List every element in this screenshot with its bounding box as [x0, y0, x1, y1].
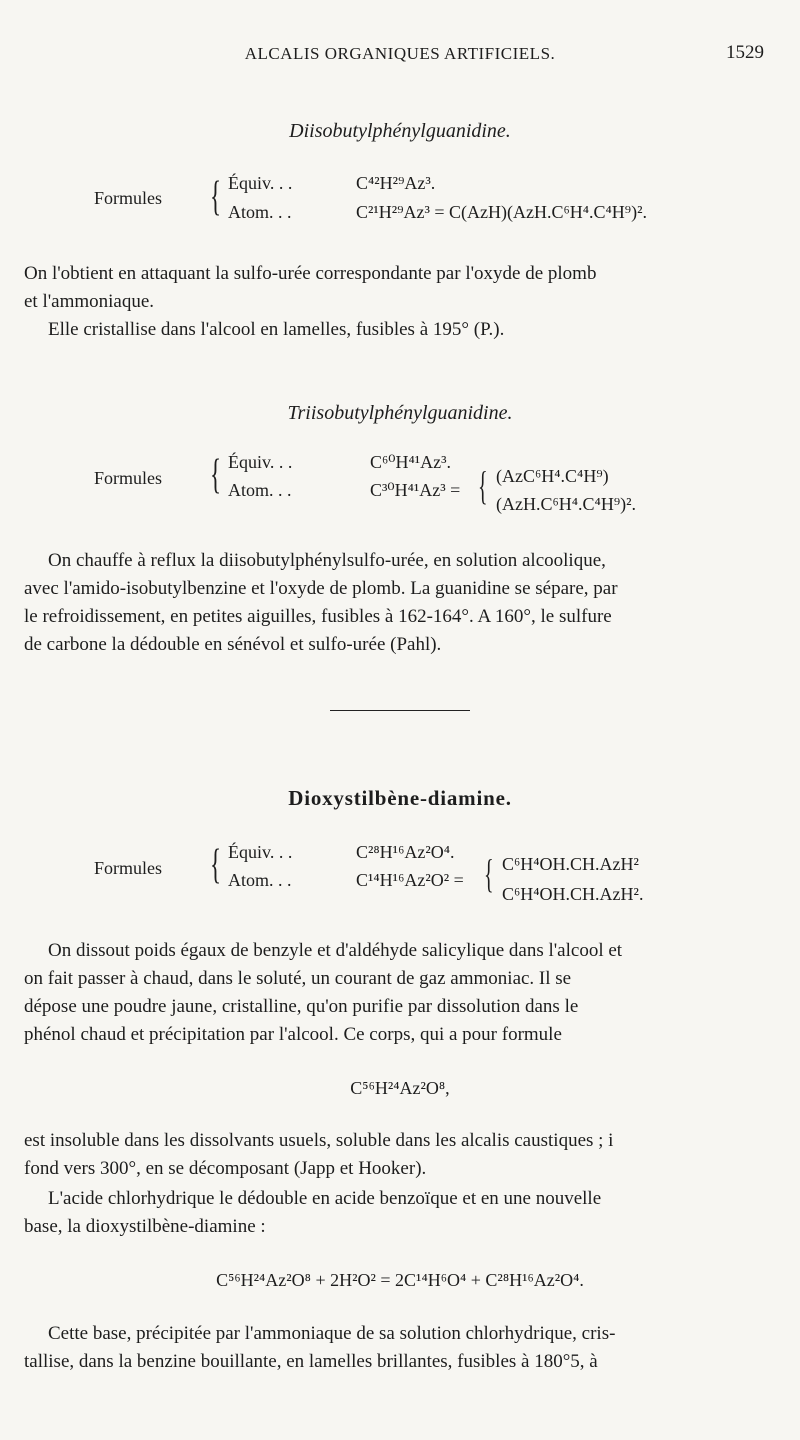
- atom-branch-1: (AzC⁶H⁴.C⁴H⁹): [496, 466, 609, 486]
- text-line: phénol chaud et précipitation par l'alcool. Ce corps, qui a pour formule: [24, 1024, 562, 1045]
- text-line: On chauffe à reflux la diisobutylphénylsulfo-urée, en solution alcoolique,: [48, 550, 606, 571]
- atom-formula: C²¹H²⁹Az³ = C(AzH)(AzH.C⁶H⁴.C⁴H⁹)².: [356, 202, 647, 222]
- left-brace: {: [210, 842, 222, 888]
- text-line: Cette base, précipitée par l'ammoniaque de sa solution chlorhydrique, cris-: [48, 1323, 616, 1344]
- text-line: On dissout poids égaux de benzyle et d'aldéhyde salicylique dans l'alcool et: [48, 940, 623, 961]
- text-line: est insoluble dans les dissolvants usuels, soluble dans les alcalis caustiques ; i: [24, 1130, 614, 1151]
- text-line: et l'ammoniaque.: [24, 291, 155, 312]
- paragraph: [24, 937, 766, 1049]
- text-line: de carbone la dédouble en sénévol et sulfo-urée (Pahl).: [24, 634, 442, 655]
- text-line: L'acide chlorhydrique le dédouble en acide benzoïque et en une nouvelle: [48, 1188, 602, 1209]
- section-title-diisobutylphenylguanidine: Diisobutylphénylguanidine.: [289, 120, 511, 142]
- equiv-formula: C⁴²H²⁹Az³.: [356, 173, 436, 193]
- equiv-label: Équiv. . .: [228, 842, 293, 862]
- atom-label: Atom. . .: [228, 870, 292, 890]
- formula-block-3: [0, 840, 800, 920]
- atom-branch-2: (AzH.C⁶H⁴.C⁴H⁹)².: [496, 494, 636, 514]
- paragraph: [24, 1185, 766, 1241]
- left-brace: {: [210, 452, 222, 498]
- left-brace: {: [210, 174, 222, 220]
- page-number: 1529: [726, 42, 764, 63]
- equiv-label: Équiv. . .: [228, 452, 293, 472]
- right-brace: {: [484, 851, 494, 896]
- text-line: On l'obtient en attaquant la sulfo-urée correspondante par l'oxyde de plomb: [24, 263, 597, 284]
- paragraph: [24, 1320, 766, 1376]
- right-brace: {: [478, 463, 488, 508]
- atom-label: Atom. . .: [228, 480, 292, 500]
- section-title-dioxystilbene-diamine: Dioxystilbène-diamine.: [288, 786, 512, 810]
- equiv-formula: C⁶⁰H⁴¹Az³.: [370, 452, 452, 472]
- formula-block-2: [0, 452, 800, 532]
- equiv-label: Équiv. . .: [228, 173, 293, 193]
- atom-branch-1: C⁶H⁴OH.CH.AzH²: [502, 854, 639, 874]
- formula-centered: C⁵⁶H²⁴Az²O⁸,: [350, 1078, 450, 1098]
- paragraph: [24, 1127, 766, 1183]
- atom-branch-2: C⁶H⁴OH.CH.AzH².: [502, 884, 644, 904]
- paragraph: [24, 547, 766, 659]
- text-line: avec l'amido-isobutylbenzine et l'oxyde de plomb. La guanidine se sépare, par: [24, 578, 618, 599]
- formula-label: Formules: [94, 858, 163, 878]
- text-line: dépose une poudre jaune, cristalline, qu'on purifie par dissolution dans le: [24, 996, 579, 1017]
- atom-formula: C¹⁴H¹⁶Az²O² =: [356, 870, 464, 890]
- text-line: le refroidissement, en petites aiguilles, fusibles à 162-164°. A 160°, le sulfure: [24, 606, 612, 627]
- atom-label: Atom. . .: [228, 202, 292, 222]
- formula-label: Formules: [94, 468, 163, 488]
- formula-block-1: [0, 170, 800, 230]
- section-divider: [330, 710, 470, 711]
- text-line: fond vers 300°, en se décomposant (Japp et Hooker).: [24, 1158, 427, 1179]
- running-head: [0, 40, 800, 70]
- text-line: Elle cristallise dans l'alcool en lamelles, fusibles à 195° (P.).: [48, 319, 505, 340]
- text-line: on fait passer à chaud, dans le soluté, un courant de gaz ammoniac. Il se: [24, 968, 572, 989]
- formula-label: Formules: [94, 188, 163, 208]
- equiv-formula: C²⁸H¹⁶Az²O⁴.: [356, 842, 455, 862]
- running-title: ALCALIS ORGANIQUES ARTIFICIELS.: [244, 44, 556, 63]
- text-line: tallise, dans la benzine bouillante, en lamelles brillantes, fusibles à 180°5, à: [24, 1351, 598, 1372]
- paragraph: [24, 260, 766, 344]
- section-title-triisobutylphenylguanidine: Triisobutylphénylguanidine.: [287, 402, 513, 424]
- atom-formula: C³⁰H⁴¹Az³ =: [370, 480, 461, 500]
- reaction-equation: C⁵⁶H²⁴Az²O⁸ + 2H²O² = 2C¹⁴H⁶O⁴ + C²⁸H¹⁶Az²O⁴.: [216, 1270, 584, 1290]
- text-line: base, la dioxystilbène-diamine :: [24, 1216, 266, 1237]
